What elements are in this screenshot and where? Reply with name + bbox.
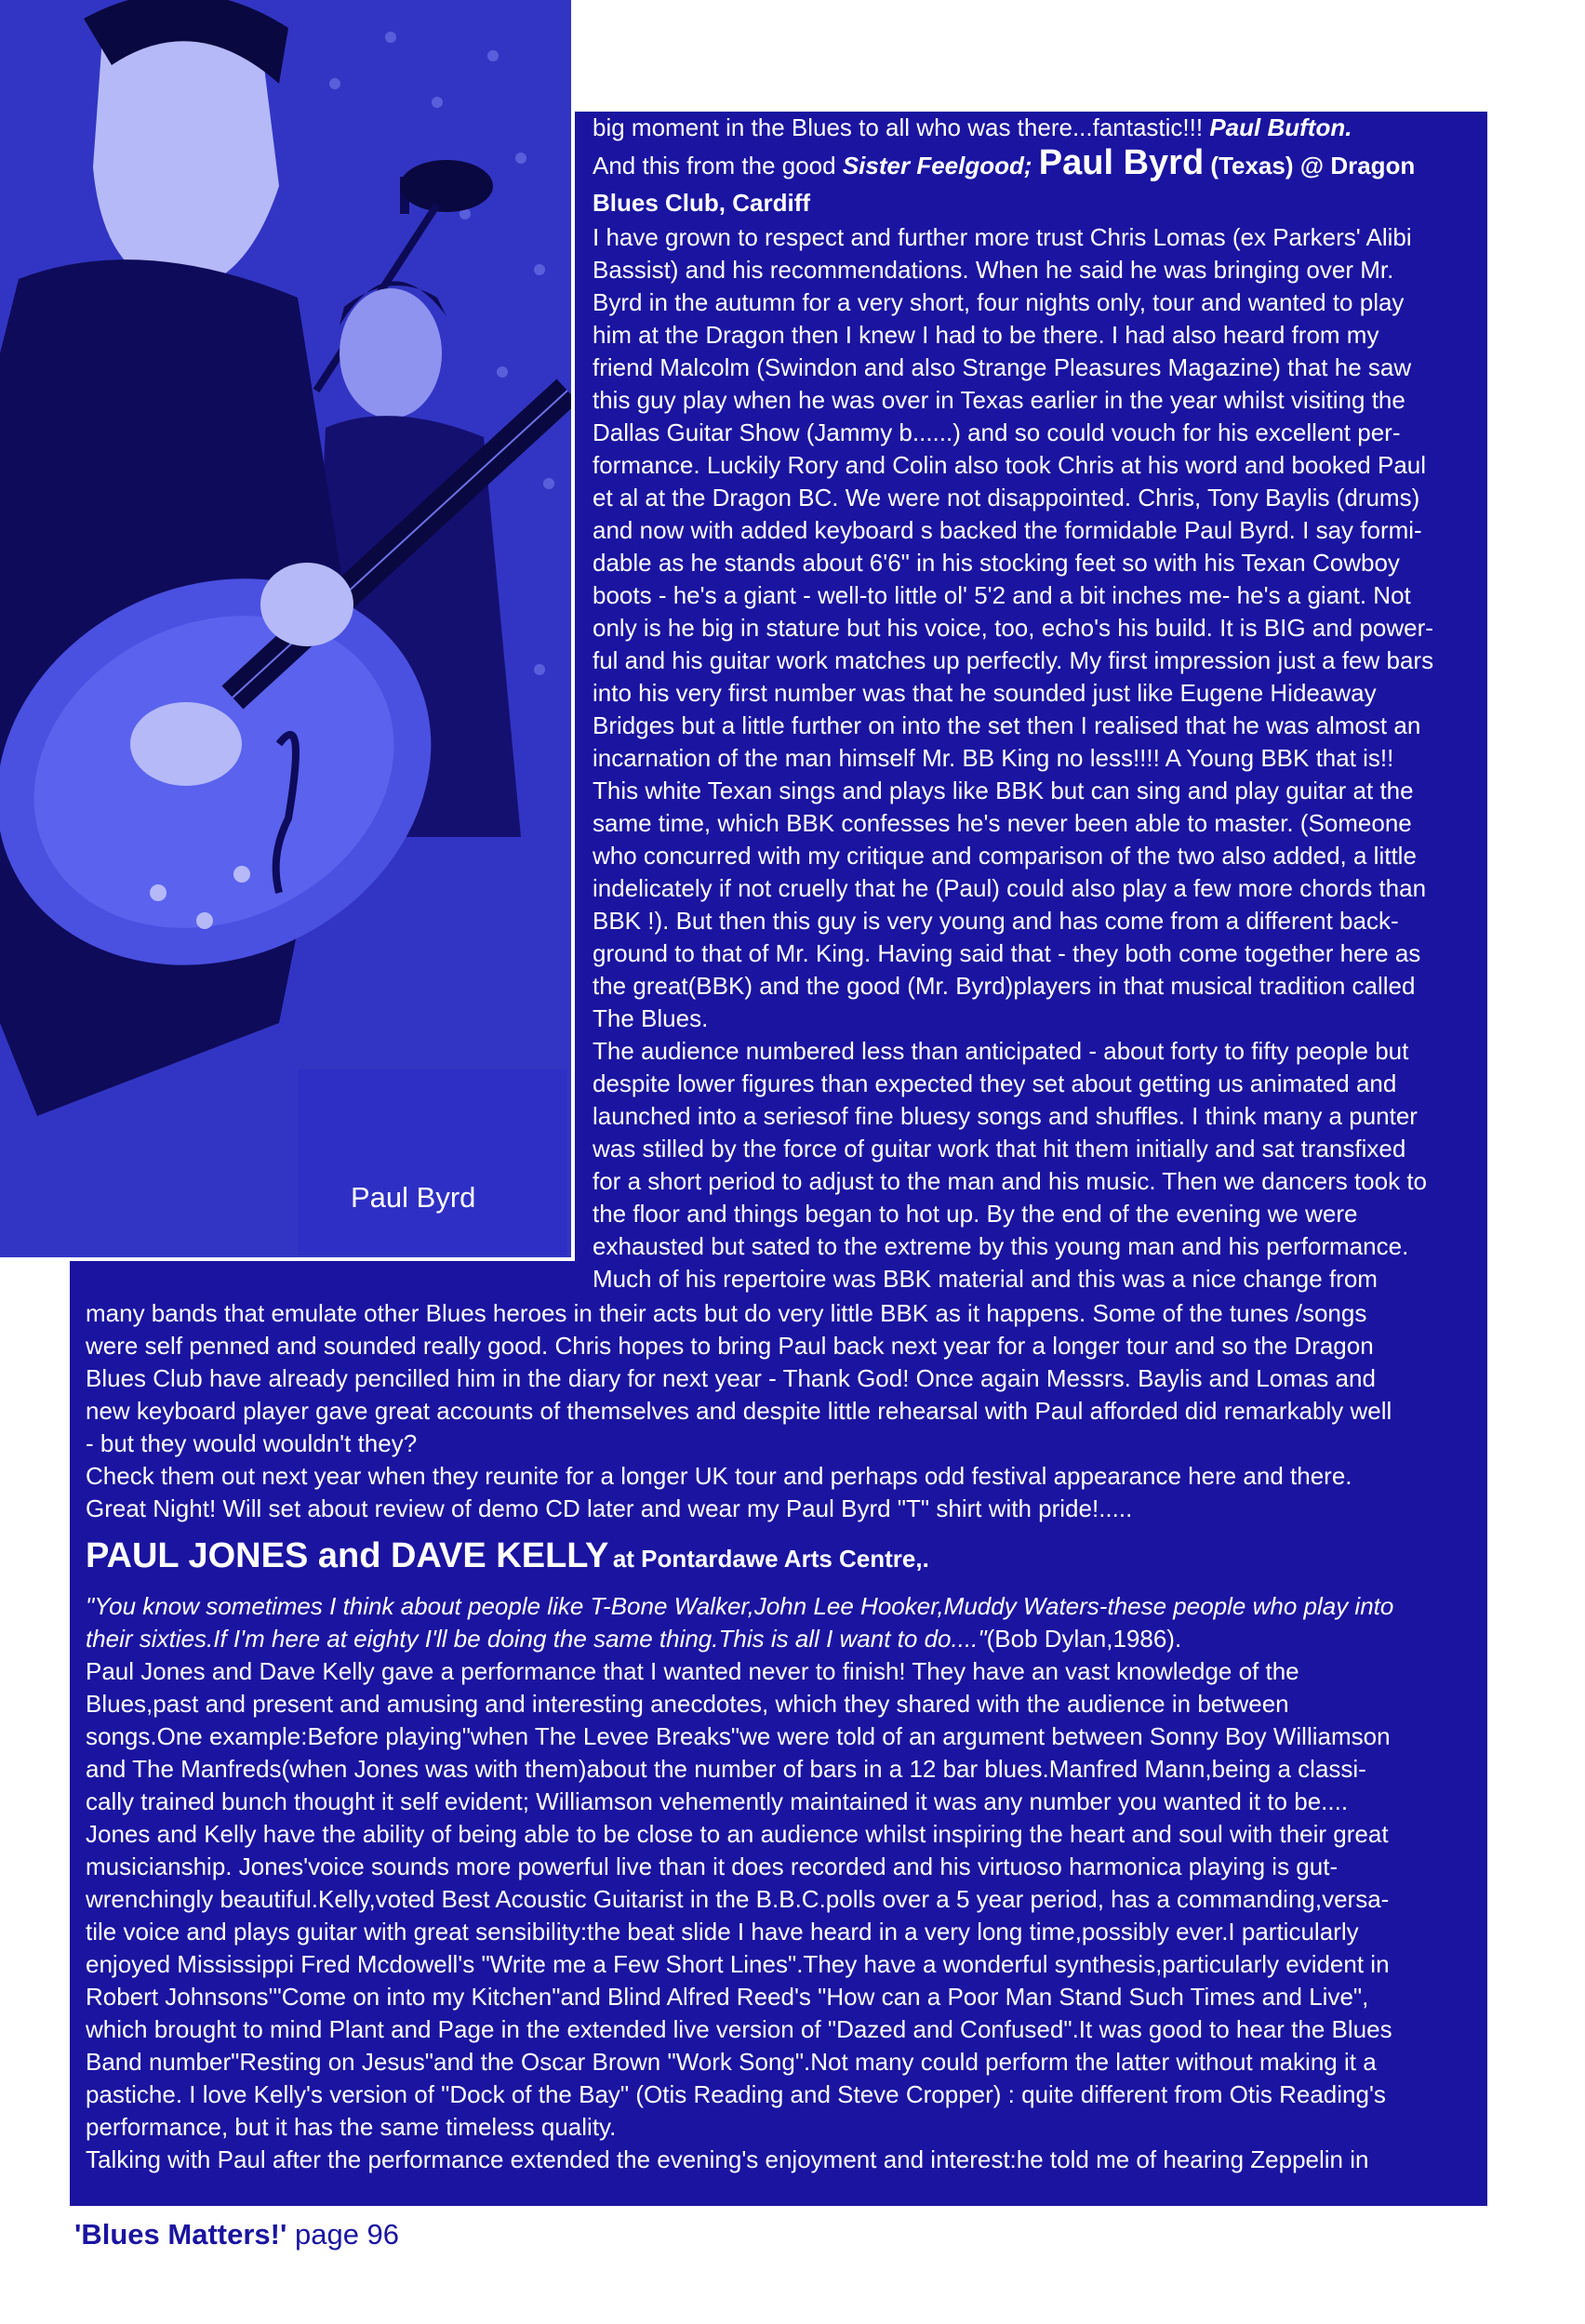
article1-body-line: same time, which BBK confesses he's never been able to master. (Someone xyxy=(593,809,1412,837)
article1-wide-line: new keyboard player gave great accounts of themselves and despite little rehearsal with Paul afforded did remarkably well xyxy=(86,1397,1392,1425)
article1-body-line: incarnation of the man himself Mr. BB King no less!!!! A Young BBK that is!! xyxy=(593,744,1394,772)
article1-body-line: The Blues. xyxy=(593,1004,709,1032)
article1-wide-line: Blues Club have already pencilled him in the diary for next year - Thank God! Once again Messrs. Baylis and Lomas and xyxy=(86,1364,1376,1392)
article1-body xyxy=(593,221,1485,1295)
article1-body-line: who concurred with my critique and comparison of the two also added, a little xyxy=(593,842,1417,870)
article2-body-line: and The Manfreds(when Jones was with them)about the number of bars in a 12 bar blues.Manfred Mann,being a classi- xyxy=(86,1755,1366,1783)
article2-quote-line1: "You know sometimes I think about people like T-Bone Walker,John Lee Hooker,Muddy Waters-these people who play into xyxy=(86,1592,1394,1620)
article1-body-line: this guy play when he was over in Texas earlier in the year whilst visiting the xyxy=(593,386,1405,414)
article1-body-line: et al at the Dragon BC. We were not disappointed. Chris, Tony Baylis (drums) xyxy=(593,484,1420,511)
article1-body-line: Byrd in the autumn for a very short, four nights only, tour and wanted to play xyxy=(593,288,1405,316)
photo-caption: Paul Byrd xyxy=(351,1181,476,1214)
paul-byrd-photo xyxy=(0,0,575,1261)
article1-body-line: exhausted but sated to the extreme by this young man and his performance. xyxy=(593,1232,1409,1260)
article2-body-line: performance, but it has the same timeless quality. xyxy=(86,2113,617,2141)
article1-intro: And this from the good xyxy=(593,152,836,179)
article2-body-line: tile voice and plays guitar with great sensibility:the beat slide I have heard in a very long time,possibly ever.I particularly xyxy=(86,1918,1359,1946)
article2-body-line: Talking with Paul after the performance extended the evening's enjoyment and interest:he told me of hearing Zeppelin in xyxy=(86,2145,1369,2173)
article2-venue: at Pontardawe Arts Centre,. xyxy=(612,1545,929,1573)
footer-page: page 96 xyxy=(294,2218,400,2251)
article2-body-line: songs.One example:Before playing"when The Levee Breaks"we were told of an argument between Sonny Boy Williamson xyxy=(86,1722,1391,1750)
article2-heading xyxy=(86,1536,929,1576)
article1-body-line: formance. Luckily Rory and Colin also took Chris at his word and booked Paul xyxy=(593,451,1427,479)
article1-intro-source: Sister Feelgood; xyxy=(842,152,1032,179)
article1-body-line: him at the Dragon then I knew I had to be there. I had also heard from my xyxy=(593,321,1379,349)
article1-wide-line: - but they would wouldn't they? xyxy=(86,1429,418,1457)
article1-body-line: friend Malcolm (Swindon and also Strange Pleasures Magazine) that he saw xyxy=(593,353,1412,381)
article1-wide-line: many bands that emulate other Blues heroes in their acts but do very little BBK as it happens. Some of the tunes /songs xyxy=(86,1299,1367,1327)
article1-body-line: Much of his repertoire was BBK material and this was a nice change from xyxy=(593,1265,1378,1293)
article1-body-line: for a short period to adjust to the man and his music. Then we dancers took to xyxy=(593,1167,1428,1195)
article1-body-line: boots - he's a giant - well-to little ol' 5'2 and a bit inches me- he's a giant. Not xyxy=(593,581,1411,609)
article1-body-line: Dallas Guitar Show (Jammy b......) and so could vouch for his excellent per- xyxy=(593,418,1401,446)
article1-headline-rest: (Texas) @ Dragon Blues Club, Cardiff xyxy=(593,152,1416,217)
article1-body-line: despite lower figures than expected they set about getting us animated and xyxy=(593,1069,1397,1097)
article2-body-line: Band number"Resting on Jesus"and the Oscar Brown "Work Song".Not many could perform the latter without making it a xyxy=(86,2048,1377,2076)
article1-body-line: ful and his guitar work matches up perfectly. My first impression just a few bars xyxy=(593,646,1434,674)
article2-body-line: Robert Johnsons'"Come on into my Kitchen"and Blind Alfred Reed's "How can a Poor Man Stand Such Times and Live", xyxy=(86,1983,1369,2011)
guitarist-illustration xyxy=(0,0,571,1257)
article2-body-line: Jones and Kelly have the ability of being able to be close to an audience whilst inspiring the heart and soul with their great xyxy=(86,1820,1389,1848)
article1-lead: big moment in the Blues to all who was there...fantastic!!! xyxy=(593,113,1204,141)
article1-body-line: was stilled by the force of guitar work that hit them initially and sat transfixed xyxy=(593,1135,1406,1162)
article1-body-line: This white Texan sings and plays like BBK but can sing and play guitar at the xyxy=(593,777,1414,804)
article1-lead-author: Paul Bufton. xyxy=(1209,113,1352,141)
article1-body-line: ground to that of Mr. King. Having said that - they both come together here as xyxy=(593,939,1421,967)
article2-title: PAUL JONES and DAVE KELLY xyxy=(86,1536,609,1575)
article1-body-line: only is he big in stature but his voice, too, echo's his build. It is BIG and power- xyxy=(593,614,1433,642)
article2-body-line: enjoyed Mississippi Fred Mcdowell's "Write me a Few Short Lines".They have a wonderful synthesis,particularly evident in xyxy=(86,1950,1390,1978)
article1-body-line: indelicately if not cruelly that he (Paul) could also play a few more chords than xyxy=(593,874,1427,902)
article2-body-line: musicianship. Jones'voice sounds more powerful live than it does recorded and his virtuoso harmonica playing is gut- xyxy=(86,1853,1339,1880)
article2-body-line: wrenchingly beautiful.Kelly,voted Best Acoustic Guitarist in the B.B.C.polls over a 5 year period, has a commanding,versa- xyxy=(86,1885,1390,1913)
article1-body-line: Bridges but a little further on into the set then I realised that he was almost an xyxy=(593,711,1421,739)
article1-lead-line xyxy=(593,112,1485,144)
article2-body-line: Paul Jones and Dave Kelly gave a performance that I wanted never to finish! They have an vast knowledge of the xyxy=(86,1657,1299,1685)
article1-wide-line: Great Night! Will set about review of demo CD later and wear my Paul Byrd "T" shirt with pride!..... xyxy=(86,1494,1133,1522)
article1-body-line: dable as he stands about 6'6" in his stocking feet so with his Texan Cowboy xyxy=(593,549,1400,577)
article2-body-line: which brought to mind Plant and Page in the extended live version of "Dazed and Confused".It was good to hear the Blues xyxy=(86,2015,1392,2043)
article2-body-line: cally trained bunch thought it self evident; Williamson vehemently maintained it was any number you wanted it to be.... xyxy=(86,1787,1349,1815)
article1-wide-line: were self penned and sounded really good. Chris hopes to bring Paul back next year for a longer tour and so the Dragon xyxy=(86,1332,1374,1360)
article1-body-line: Bassist) and his recommendations. When he said he was bringing over Mr. xyxy=(593,256,1394,284)
article2-quote-line2-row xyxy=(86,1623,1481,1655)
article2-body-line: Blues,past and present and amusing and interesting anecdotes, which they shared with the audience in between xyxy=(86,1690,1289,1718)
article1-body-line: into his very first number was that he sounded just like Eugene Hideaway xyxy=(593,679,1377,707)
article1-body-line: launched into a seriesof fine bluesy songs and shuffles. I think many a punter xyxy=(593,1102,1418,1130)
article1-headline xyxy=(593,144,1485,221)
article2-body xyxy=(86,1655,1481,2176)
article2-quote-attrib: (Bob Dylan,1986). xyxy=(986,1625,1182,1653)
article2-quote-line2: their sixties.If I'm here at eighty I'll be doing the same thing.This is all I want to do...." xyxy=(86,1625,987,1653)
article1-body-line: I have grown to respect and further more trust Chris Lomas (ex Parkers' Alibi xyxy=(593,223,1412,251)
article1-body-line: and now with added keyboard s backed the formidable Paul Byrd. I say formi- xyxy=(593,516,1422,544)
article1-wide-line: Check them out next year when they reunite for a longer UK tour and perhaps odd festival appearance here and there. xyxy=(86,1462,1352,1490)
article2-column xyxy=(86,1590,1481,2176)
article2-body-line: pastiche. I love Kelly's version of "Dock of the Bay" (Otis Reading and Steve Cropper) : quite different from Otis Reading's xyxy=(86,2080,1386,2108)
footer-magazine: 'Blues Matters!' xyxy=(74,2218,287,2251)
article1-body-line: the great(BBK) and the good (Mr. Byrd)players in that musical tradition called xyxy=(593,972,1416,1000)
article1-body-line: The audience numbered less than anticipated - about forty to fifty people but xyxy=(593,1037,1409,1065)
page-footer xyxy=(74,2218,399,2251)
article1-column xyxy=(593,112,1485,1295)
article1-body-line: the floor and things began to hot up. By the end of the evening we were xyxy=(593,1200,1358,1228)
article1-body-line: BBK !). But then this guy is very young and has come from a different back- xyxy=(593,907,1399,935)
article1-wide-column xyxy=(86,1297,1481,1525)
article1-headline-name: Paul Byrd xyxy=(1038,143,1205,182)
